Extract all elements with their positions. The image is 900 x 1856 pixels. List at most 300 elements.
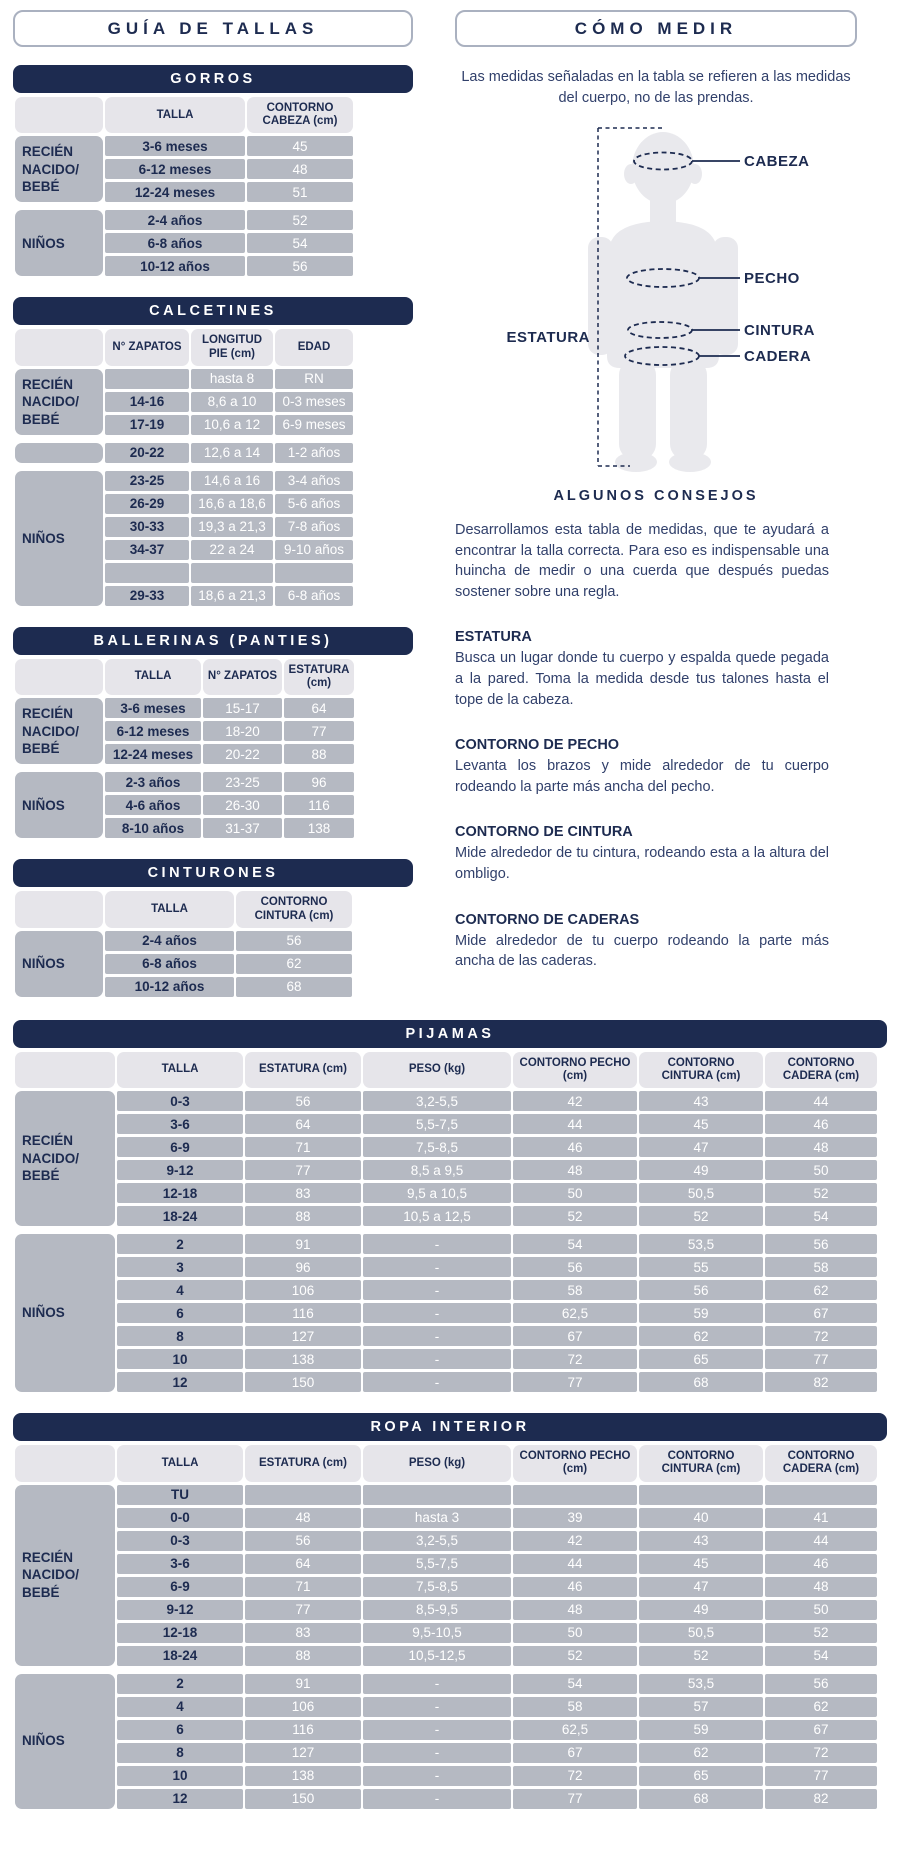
tip-contorno-de-caderas [455,912,829,972]
column-header: CONTORNO CINTURA (cm) [639,1445,763,1481]
value-cell: 62 [765,1697,877,1717]
value-cell: 106 [245,1697,361,1717]
value-cell: 6-8 años [275,586,353,606]
group-label: RECIÉN NACIDO/ BEBÉ [15,136,103,202]
table-row [15,1280,877,1300]
size-cell: 2 [117,1234,243,1254]
value-cell: 45 [639,1554,763,1574]
value-cell: 9-10 años [275,540,353,560]
size-cell: 3-6 meses [105,698,201,718]
size-cell: 10 [117,1349,243,1369]
value-cell: - [363,1789,511,1809]
value-cell: 0-3 meses [275,392,353,412]
table-title: PIJAMAS [13,1020,887,1048]
size-cell: 3-6 meses [105,136,245,156]
tip-contorno-de-cintura [455,824,829,884]
value-cell: 96 [284,772,354,792]
column-header: CONTORNO CADERA (cm) [765,1052,877,1088]
column-header: PESO (kg) [363,1445,511,1481]
table-calcetines [13,326,355,608]
como-medir-column [455,10,857,1000]
value-cell: 62 [236,954,352,974]
value-cell: 67 [513,1326,637,1346]
algunos-consejos-intro: Desarrollamos esta tabla de medidas, que te ayudará a encontrar la talla correcta. Para eso es indispensable una huincha de medir o una cuerda que después puedas sostener sobre una regla. [455,522,829,600]
size-cell: 3-6 [117,1114,243,1134]
group-label: NIÑOS [15,471,103,606]
size-cell: 4 [117,1697,243,1717]
value-cell: 9,5-10,5 [363,1623,511,1643]
value-cell: 16,6 a 18,6 [191,494,273,514]
column-header: TALLA [117,1052,243,1088]
value-cell: 67 [765,1303,877,1323]
guia-de-tallas-title: GUÍA DE TALLAS [13,10,413,47]
value-cell: 48 [513,1600,637,1620]
value-cell: 62 [639,1326,763,1346]
table-title: ROPA INTERIOR [13,1413,887,1441]
value-cell: RN [275,369,353,389]
column-header: TALLA [105,97,245,133]
value-cell: 48 [765,1137,877,1157]
corner-cell [15,891,103,927]
group-label: RECIÉN NACIDO/ BEBÉ [15,1485,115,1666]
value-cell: 68 [639,1789,763,1809]
column-header: EDAD [275,329,353,365]
value-cell [245,1485,361,1505]
value-cell: 8,5-9,5 [363,1600,511,1620]
value-cell: 52 [639,1206,763,1226]
value-cell [363,1485,511,1505]
value-cell [275,563,353,583]
algunos-consejos-title: ALGUNOS CONSEJOS [553,488,759,505]
value-cell: 41 [765,1508,877,1528]
size-cell: 12-18 [117,1623,243,1643]
value-cell: 7,5-8,5 [363,1137,511,1157]
size-table-ropa-interior [13,1413,887,1811]
value-cell: 10,6 a 12 [191,415,273,435]
column-header: TALLA [105,659,201,695]
value-cell: 88 [245,1206,361,1226]
column-header: CONTORNO PECHO (cm) [513,1052,637,1088]
value-cell: 91 [245,1674,361,1694]
value-cell: 58 [513,1697,637,1717]
tip-text: Mide alrededor de tu cintura, rodeando esta a la altura del ombligo. [455,845,829,882]
column-header: PESO (kg) [363,1052,511,1088]
value-cell: 56 [245,1091,361,1111]
value-cell: - [363,1697,511,1717]
value-cell: 19,3 a 21,3 [191,517,273,537]
corner-cell [15,659,103,695]
size-cell: 4 [117,1280,243,1300]
value-cell: 56 [765,1674,877,1694]
value-cell: 49 [639,1600,763,1620]
value-cell: 14,6 a 16 [191,471,273,491]
table-row [15,1766,877,1786]
table-row [15,1743,877,1763]
value-cell: 91 [245,1234,361,1254]
value-cell: 44 [513,1114,637,1134]
table-row [15,698,354,718]
value-cell: 138 [284,818,354,838]
value-cell: 127 [245,1326,361,1346]
value-cell: 72 [513,1349,637,1369]
value-cell: 56 [236,931,352,951]
value-cell: 8,5 a 9,5 [363,1160,511,1180]
value-cell: 50,5 [639,1623,763,1643]
size-cell: 2-3 años [105,772,201,792]
table-row [15,1508,877,1528]
size-cell: 12 [117,1372,243,1392]
value-cell: 82 [765,1789,877,1809]
size-cell: 0-0 [117,1508,243,1528]
table-row [15,1234,877,1254]
table-row [15,1091,877,1111]
table-row [15,1789,877,1809]
child-silhouette-image [588,132,738,472]
size-cell: 26-29 [105,494,189,514]
value-cell: 26-30 [203,795,282,815]
value-cell: 44 [513,1554,637,1574]
value-cell: 50,5 [639,1183,763,1203]
value-cell: 52 [765,1623,877,1643]
size-cell [105,563,189,583]
value-cell: 67 [765,1720,877,1740]
value-cell: 44 [765,1091,877,1111]
value-cell: 22 a 24 [191,540,273,560]
table-title: CINTURONES [13,859,413,887]
value-cell: 83 [245,1623,361,1643]
value-cell: 54 [513,1234,637,1254]
table-row [15,1183,877,1203]
cabeza-label: CABEZA [744,153,810,171]
value-cell: 50 [513,1623,637,1643]
value-cell: 40 [639,1508,763,1528]
column-header: CONTORNO CABEZA (cm) [247,97,353,133]
size-cell: 20-22 [105,443,189,463]
column-header: TALLA [117,1445,243,1481]
tip-heading: CONTORNO DE CADERAS [455,911,640,928]
value-cell: 20-22 [203,744,282,764]
cadera-label: CADERA [744,348,812,366]
value-cell: - [363,1743,511,1763]
table-row [15,1257,877,1277]
value-cell: 49 [639,1160,763,1180]
group-label [15,443,103,463]
tips-list [455,629,857,971]
size-cell: 6-9 [117,1577,243,1597]
value-cell: 44 [765,1531,877,1551]
corner-cell [15,1445,115,1481]
size-cell: 10 [117,1766,243,1786]
size-table-gorros [13,65,413,279]
value-cell: 56 [247,256,353,276]
tip-heading: ESTATURA [455,629,532,646]
size-cell: 6 [117,1303,243,1323]
size-cell: 10-12 años [105,977,234,997]
size-cell: 8 [117,1743,243,1763]
group-label: RECIÉN NACIDO/ BEBÉ [15,698,103,764]
value-cell: 46 [765,1114,877,1134]
value-cell: 8,6 a 10 [191,392,273,412]
value-cell: 57 [639,1697,763,1717]
group-label: NIÑOS [15,931,103,997]
value-cell: 31-37 [203,818,282,838]
tip-heading: CONTORNO DE CINTURA [455,824,633,841]
tip-text: Busca un lugar donde tu cuerpo y espalda quede pegada a la pared. Toma la medida desde tus talones hasta el tope de la cabeza. [455,650,829,708]
size-cell: 30-33 [105,517,189,537]
group-label: NIÑOS [15,772,103,838]
table-row [15,210,353,230]
value-cell [639,1485,763,1505]
value-cell: 52 [247,210,353,230]
size-table-calcetines [13,297,413,608]
value-cell: - [363,1303,511,1323]
value-cell: 6-9 meses [275,415,353,435]
table-row [15,1206,877,1226]
value-cell: 62,5 [513,1720,637,1740]
value-cell: 54 [513,1674,637,1694]
table-pijamas [13,1049,879,1395]
value-cell: 42 [513,1531,637,1551]
group-label: NIÑOS [15,1234,115,1392]
value-cell: 3-4 años [275,471,353,491]
value-cell: 52 [639,1646,763,1666]
value-cell: 3,2-5,5 [363,1091,511,1111]
table-row [15,1137,877,1157]
size-cell: 0-3 [117,1531,243,1551]
value-cell: - [363,1234,511,1254]
size-cell: 9-12 [117,1600,243,1620]
table-row [15,931,352,951]
value-cell: 50 [765,1600,877,1620]
value-cell: - [363,1766,511,1786]
value-cell: 42 [513,1091,637,1111]
value-cell: 64 [284,698,354,718]
value-cell: 46 [765,1554,877,1574]
table-row [15,1646,877,1666]
column-header: LONGITUD PIE (cm) [191,329,273,365]
table-ropa_interior [13,1442,879,1811]
value-cell: 15-17 [203,698,282,718]
size-cell: 6-9 [117,1137,243,1157]
table-row [15,1600,877,1620]
column-header: ESTATURA (cm) [284,659,354,695]
size-table-pijamas [13,1020,887,1395]
table-row [15,1623,877,1643]
value-cell: 62,5 [513,1303,637,1323]
value-cell: 72 [765,1326,877,1346]
table-ballerinas [13,656,356,841]
value-cell: 48 [765,1577,877,1597]
group-label: RECIÉN NACIDO/ BEBÉ [15,1091,115,1226]
value-cell: 5,5-7,5 [363,1114,511,1134]
tip-text: Mide alrededor de tu cuerpo rodeando la parte más ancha de las caderas. [455,932,829,970]
group-label: NIÑOS [15,210,103,276]
size-cell: 17-19 [105,415,189,435]
pecho-label: PECHO [744,270,800,288]
size-cell: 29-33 [105,586,189,606]
table-row [15,1160,877,1180]
table-row [15,772,354,792]
value-cell: 10,5 a 12,5 [363,1206,511,1226]
column-header: TALLA [105,891,234,927]
column-header: N° ZAPATOS [105,329,189,365]
tip-estatura [455,629,829,710]
value-cell: 67 [513,1743,637,1763]
value-cell: 77 [245,1600,361,1620]
value-cell: - [363,1257,511,1277]
value-cell: - [363,1720,511,1740]
value-cell: 7,5-8,5 [363,1577,511,1597]
size-cell: 3-6 [117,1554,243,1574]
value-cell: 62 [765,1280,877,1300]
value-cell [513,1485,637,1505]
value-cell: 68 [236,977,352,997]
value-cell: 150 [245,1789,361,1809]
value-cell: 18,6 a 21,3 [191,586,273,606]
table-row [15,1372,877,1392]
value-cell: 77 [513,1789,637,1809]
value-cell: 51 [247,182,353,202]
table-row [15,443,353,463]
value-cell: 150 [245,1372,361,1392]
value-cell: 5-6 años [275,494,353,514]
value-cell: 72 [513,1766,637,1786]
value-cell: 54 [765,1206,877,1226]
value-cell: 56 [639,1280,763,1300]
value-cell: 58 [765,1257,877,1277]
value-cell: 45 [247,136,353,156]
size-cell: 8-10 años [105,818,201,838]
value-cell: 12,6 a 14 [191,443,273,463]
value-cell: 68 [639,1372,763,1392]
value-cell: 83 [245,1183,361,1203]
value-cell: 39 [513,1508,637,1528]
size-cell: 6-12 meses [105,721,201,741]
corner-cell [15,97,103,133]
table-row [15,1720,877,1740]
value-cell: 55 [639,1257,763,1277]
table-row [15,1554,877,1574]
size-cell: 6-8 años [105,954,234,974]
table-row [15,1697,877,1717]
value-cell: 5,5-7,5 [363,1554,511,1574]
como-medir-intro: Las medidas señaladas en la tabla se refieren a las medidas del cuerpo, no de las prendas. [461,69,851,106]
value-cell: 53,5 [639,1674,763,1694]
size-cell: 9-12 [117,1160,243,1180]
value-cell: 48 [513,1160,637,1180]
size-cell: 14-16 [105,392,189,412]
value-cell: 127 [245,1743,361,1763]
column-header: ESTATURA (cm) [245,1052,361,1088]
value-cell: 56 [245,1531,361,1551]
value-cell: 82 [765,1372,877,1392]
value-cell: 18-20 [203,721,282,741]
size-cell: 6 [117,1720,243,1740]
value-cell: 71 [245,1137,361,1157]
value-cell: 48 [245,1508,361,1528]
size-cell: 12-18 [117,1183,243,1203]
table-row [15,1577,877,1597]
size-cell [105,369,189,389]
value-cell: 46 [513,1577,637,1597]
table-row [15,1531,877,1551]
size-tables-column [13,10,413,1000]
value-cell [765,1485,877,1505]
size-cell: 2-4 años [105,931,234,951]
value-cell: 138 [245,1766,361,1786]
size-table-ballerinas [13,627,413,841]
value-cell: 48 [247,159,353,179]
value-cell: 58 [513,1280,637,1300]
value-cell: 59 [639,1720,763,1740]
table-cinturones [13,888,354,999]
value-cell: 72 [765,1743,877,1763]
value-cell [191,563,273,583]
value-cell: 9,5 a 10,5 [363,1183,511,1203]
value-cell: 65 [639,1766,763,1786]
value-cell: 53,5 [639,1234,763,1254]
table-row [15,1114,877,1134]
value-cell: 116 [245,1303,361,1323]
value-cell: 116 [284,795,354,815]
value-cell: 62 [639,1743,763,1763]
table-gorros [13,94,355,279]
value-cell: 116 [245,1720,361,1740]
value-cell: 77 [765,1349,877,1369]
value-cell: 77 [245,1160,361,1180]
table-row [15,1349,877,1369]
size-cell: 18-24 [117,1206,243,1226]
value-cell: - [363,1280,511,1300]
size-cell: 6-8 años [105,233,245,253]
value-cell: 96 [245,1257,361,1277]
corner-cell [15,1052,115,1088]
size-cell: TU [117,1485,243,1505]
tip-heading: CONTORNO DE PECHO [455,737,620,754]
value-cell: 77 [765,1766,877,1786]
value-cell: 45 [639,1114,763,1134]
value-cell: 43 [639,1091,763,1111]
table-row [15,1303,877,1323]
value-cell: hasta 8 [191,369,273,389]
value-cell: 47 [639,1577,763,1597]
size-table-cinturones [13,859,413,999]
value-cell: 71 [245,1577,361,1597]
value-cell: - [363,1326,511,1346]
size-cell: 12-24 meses [105,182,245,202]
size-cell: 2-4 años [105,210,245,230]
column-header: CONTORNO CINTURA (cm) [639,1052,763,1088]
corner-cell [15,329,103,365]
size-cell: 0-3 [117,1091,243,1111]
value-cell: 50 [765,1160,877,1180]
value-cell: 77 [513,1372,637,1392]
value-cell: - [363,1372,511,1392]
value-cell: 65 [639,1349,763,1369]
value-cell: 64 [245,1554,361,1574]
value-cell: 88 [284,744,354,764]
table-title: CALCETINES [13,297,413,325]
size-cell: 6-12 meses [105,159,245,179]
size-cell: 18-24 [117,1646,243,1666]
tip-text: Levanta los brazos y mide alrededor de tu cuerpo rodeando la parte más ancha del pecho. [455,758,829,795]
cintura-label: CINTURA [744,322,815,340]
value-cell: 23-25 [203,772,282,792]
size-cell: 12 [117,1789,243,1809]
full-width-tables [13,1020,887,1812]
como-medir-title: CÓMO MEDIR [455,10,857,47]
value-cell: hasta 3 [363,1508,511,1528]
